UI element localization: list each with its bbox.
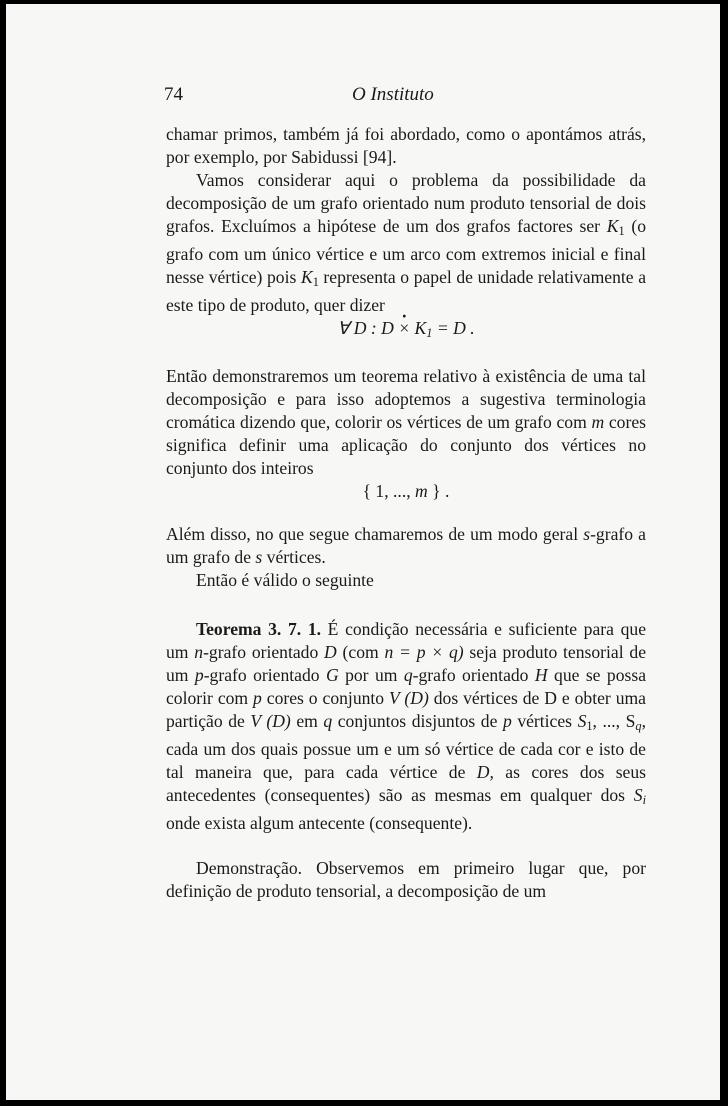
paragraph-decomposition: Vamos considerar aqui o problema da possibilidade da decomposição de um grafo orientado num produto tensorial de dois grafos. Excluímos a hipótese de um dos grafos factores ser $K_1$ (o grafo com um único vértice e um arco com extremos inicial e final nesse vértice) pois $K_1$ representa o papel de unidade relativamente a este tipo de produto, quer dizer	[166, 170, 646, 316]
formula-set: { 1, ..., m } .	[362, 481, 450, 502]
theorem-heading: Teorema 3. 7. 1.	[196, 619, 322, 640]
paragraph-colouring: Então demonstraremos um teorema relativo à existência de uma tal decomposição e para isso adoptemos a sugestiva terminologia cromática dizendo que, colorir os vértices de um grafo com m cores significa definir uma aplicação do conjunto dos vértices no conjunto dos inteiros	[166, 366, 646, 479]
page-body	[166, 123, 646, 903]
formula-unit: ∀ D : D · × $K_1 = D$ .	[166, 317, 646, 345]
running-head: O Instituto	[352, 84, 434, 105]
paragraph-proof: Demonstração. Observemos em primeiro lugar que, por definição de produto tensorial, a decomposição de um	[166, 858, 646, 902]
paragraph-s-grafo: Além disso, no que segue chamaremos de um modo geral s-grafo a um grafo de s vértices.	[166, 524, 646, 568]
theorem: Teorema 3. 7. 1. É condição necessária e suficiente para que um n-grafo orientado D (com n = p × q) seja produto tensorial de um p-grafo orientado G por um q-grafo orientado H que se possa colorir com p cores o conjunto V (D) dos vértices de D e obter uma partição de V (D) em q conjuntos disjuntos de p vértices $S_1$, ..., $S_q$, cada um dos quais possue um e um só vértice de cada cor e isto de tal maneira que, para cada vértice de D, as cores dos seus antecedentes (consequentes) são as mesmas em qualquer dos $S_i$ onde exista algum antecente (consequente).	[166, 619, 646, 834]
page-number: 74	[164, 84, 183, 105]
book-page	[6, 4, 720, 1100]
paragraph-continuation: chamar primos, também já foi abordado, como o apontámos atrás, por exemplo, por Sabidussi [94].	[166, 124, 646, 167]
paragraph-valid: Então é válido o seguinte	[196, 570, 374, 591]
